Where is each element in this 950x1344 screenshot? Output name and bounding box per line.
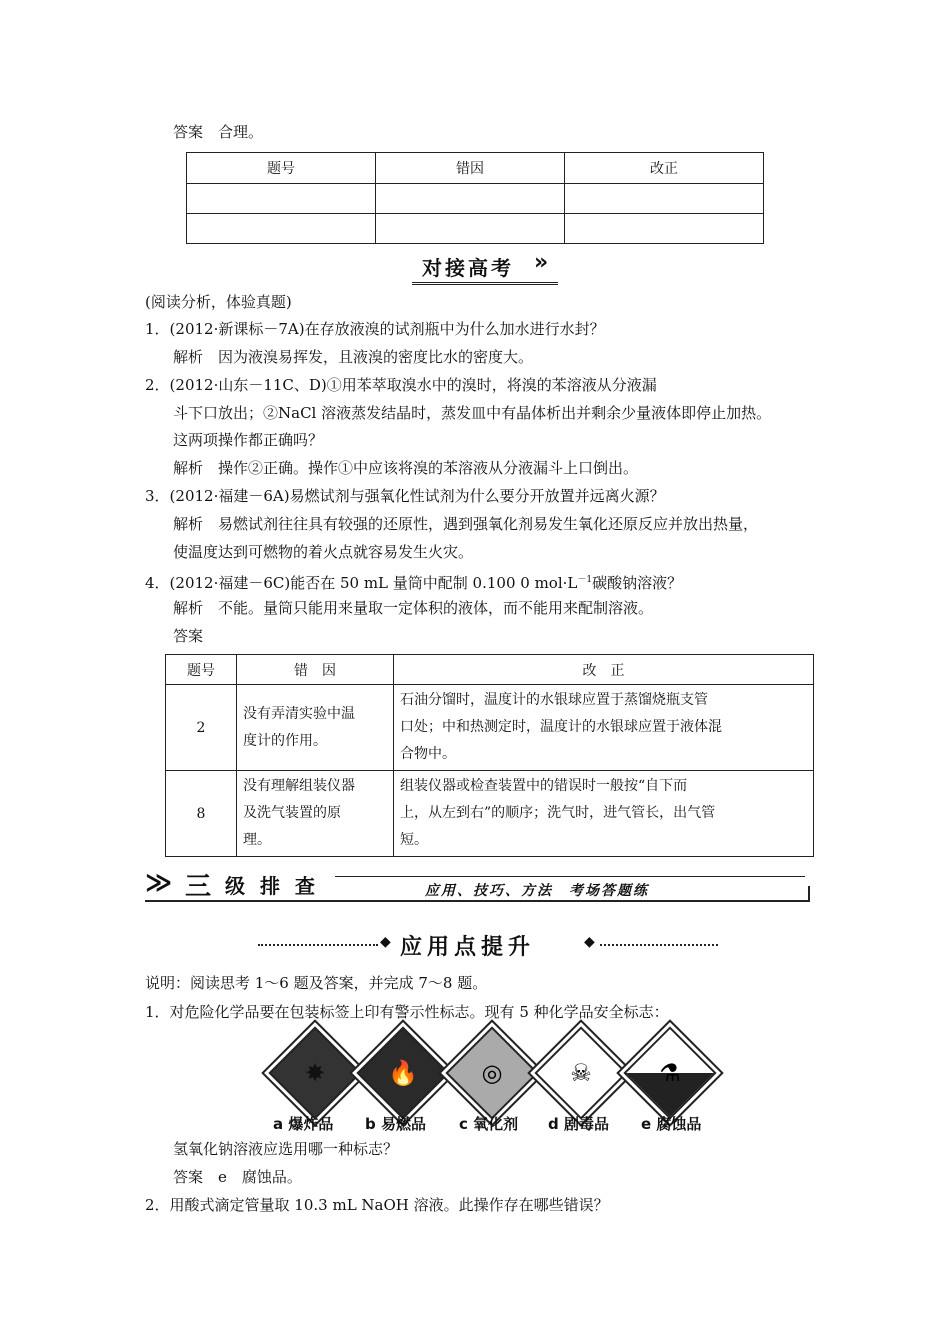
hazard-sign-corrosive: [623, 1026, 716, 1119]
header-cause: 错 因: [237, 655, 394, 685]
problem-1-answer: 答案 e 腐蚀品。: [173, 1168, 302, 1186]
question-4: [145, 569, 682, 594]
banner-exam-connect-title: 对接高考: [422, 256, 514, 280]
dotted-line-right: [600, 944, 718, 946]
skull-icon: ☠: [570, 1059, 592, 1087]
sign-label-b: b 易燃品: [365, 1115, 426, 1133]
chevrons-icon: ≫: [145, 868, 173, 898]
banner-subtitle: 应用、技巧、方法 考场答题练: [425, 883, 649, 899]
question-4-superscript: －1: [577, 575, 593, 585]
fix-line: 上，从左到右”的顺序；洗气时，进气管长，出气管: [400, 805, 716, 821]
question-1: 1．(2012·新课标－7A)在存放液溴的试剂瓶中为什么加水进行水封？: [145, 320, 605, 338]
banner-application-title: 应用点提升: [400, 935, 536, 960]
question-2-line2: 斗下口放出；②NaCl 溶液蒸发结晶时，蒸发皿中有晶体析出并剩余少量液体即停止加热。: [173, 404, 772, 422]
analysis-4: 解析 不能。量筒只能用来量取一定体积的液体，而不能用来配制溶液。: [173, 599, 654, 617]
oxidizer-icon: ◎: [481, 1059, 503, 1087]
question-4-text: 4．(2012·福建－6C)能否在 50 mL 量筒中配制 0.100 0 mol·L: [145, 574, 578, 592]
hazard-sign-oxidizer: [445, 1026, 538, 1119]
cause-line: 及洗气装置的原: [243, 805, 341, 821]
fix-line: 组装仪器或检查装置中的错误时一般按“自下而: [400, 778, 688, 794]
answer-label: 答案: [173, 627, 204, 645]
row-fix: [394, 685, 814, 771]
banner-exam-connect: [412, 252, 558, 285]
analysis-2: 解析 操作②正确。操作①中应该将溴的苯溶液从分液漏斗上口倒出。: [173, 459, 639, 477]
explain: 说明：阅读思考 1～6 题及答案，并完成 7～8 题。: [145, 974, 488, 992]
sign-label-a: a 爆炸品: [273, 1115, 334, 1133]
row-number: 2: [166, 685, 237, 771]
analysis-3-line1: 解析 易燃试剂往往具有较强的还原性，遇到强氧化剂易发生氧化还原反应并放出热量，: [173, 515, 759, 533]
cause-line: 理。: [243, 832, 271, 848]
dotted-line-left: [258, 944, 378, 946]
problem-1-question: 氢氧化钠溶液应选用哪一种标志？: [173, 1140, 399, 1158]
hazard-sign-explosive: [268, 1026, 361, 1119]
question-4-text-end: 碳酸钠溶液？: [592, 574, 683, 592]
header-number: 题号: [187, 153, 376, 184]
cause-line: 没有理解组装仪器: [243, 778, 355, 794]
header-number: 题号: [166, 655, 237, 685]
sign-label-c: c 氧化剂: [459, 1115, 519, 1133]
header-cause: 错因: [376, 153, 565, 184]
table-row: [166, 685, 814, 771]
row-fix: [394, 771, 814, 857]
problem-1: 1．对危险化学品要在包装标签上印有警示性标志。现有 5 种化学品安全标志：: [145, 1003, 669, 1021]
empty-cell: [565, 214, 764, 244]
cause-line: 度计的作用。: [243, 732, 327, 749]
empty-cell: [565, 184, 764, 214]
fix-line: 口处；中和热测定时，温度计的水银球应置于液体混: [400, 719, 722, 735]
empty-cell: [187, 184, 376, 214]
problem-2: 2．用酸式滴定管量取 10.3 mL NaOH 溶液。此操作存在哪些错误？: [145, 1196, 609, 1214]
diamond-icon: ◆: [584, 934, 595, 950]
corrosive-icon: ⚗: [659, 1059, 681, 1087]
top-answer: 答案 合理。: [173, 123, 264, 141]
analysis-3-line2: 使温度达到可燃物的着火点就容易发生火灾。: [173, 543, 474, 561]
empty-cell: [376, 184, 565, 214]
header-fix: 改正: [565, 153, 764, 184]
question-2-line3: 这两项操作都正确吗？: [173, 431, 324, 449]
hazard-sign-flammable: [356, 1026, 449, 1119]
fix-line: 石油分馏时，温度计的水银球应置于蒸馏烧瓶支管: [400, 692, 708, 708]
explosion-icon: ✸: [304, 1059, 326, 1087]
row-number: 8: [166, 771, 237, 857]
banner-three-level-check: [145, 866, 810, 904]
hazard-sign-toxic: [534, 1026, 627, 1119]
table-row: [166, 771, 814, 857]
error-correction-table: [165, 654, 814, 857]
banner-application: [258, 930, 718, 962]
flame-icon: 🔥: [388, 1059, 418, 1087]
sign-label-e: e 腐蚀品: [641, 1115, 702, 1133]
question-3: 3．(2012·福建－6A)易燃试剂与强氧化性试剂为什么要分开放置并远离火源？: [145, 487, 665, 505]
double-chevron-icon: »: [534, 250, 549, 275]
banner-title: 级 排 查: [225, 874, 319, 898]
header-fix: 改 正: [394, 655, 814, 685]
sign-label-d: d 剧毒品: [548, 1115, 609, 1133]
section-intro: (阅读分析，体验真题): [145, 293, 292, 311]
banner-arrow-line: [335, 876, 805, 877]
question-2-line1: 2．(2012·山东－11C、D)①用苯萃取溴水中的溴时，将溴的苯溶液从分液漏: [145, 376, 657, 394]
fix-line: 短。: [400, 832, 428, 848]
row-cause: [237, 685, 394, 771]
cause-line: 没有弄清实验中温: [243, 705, 355, 722]
empty-cell: [187, 214, 376, 244]
answer-table-empty: [186, 152, 764, 244]
banner-number: 三: [185, 872, 212, 902]
diamond-icon: ◆: [380, 934, 391, 950]
fix-line: 合物中。: [400, 746, 456, 762]
empty-cell: [376, 214, 565, 244]
analysis-1: 解析 因为液溴易挥发，且液溴的密度比水的密度大。: [173, 348, 534, 366]
row-cause: [237, 771, 394, 857]
